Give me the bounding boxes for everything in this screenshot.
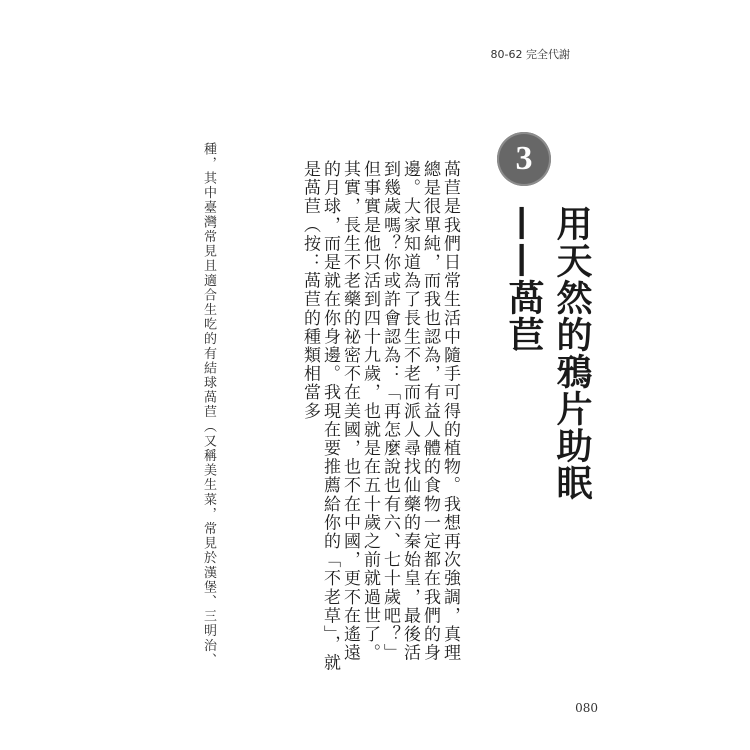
- body-text: [300, 160, 460, 680]
- chapter-title-main: 用天然的鴉片助眠: [551, 205, 593, 501]
- body-paragraph-1: 萵苣是我們日常生活中隨手可得的植物。我想再次強調，真理總是很單純，而我也認為，有益人體的食物一定都在我們的身邊。大家知道為了長生不老而派人尋找仙藥的秦始皇，最後活到幾歲嗎？你或許會認為：「再怎麼說也有六、七十歲吧？」但事實是他只活到四十九歲，也就是在五十歲之前就過世了。: [360, 160, 460, 663]
- chapter-title-subject: ——萵苣: [503, 205, 545, 353]
- footnote-text: 種，其中臺灣常見且適合生吃的有結球萵苣（又稱美生菜，常見於漢堡、三明治、: [201, 142, 216, 668]
- running-header: 80-62 完全代謝: [490, 48, 570, 61]
- body-paragraph-2: 其實，長生不老藥的祕密不在美國，也不在中國，更不在遙遠的月球，而是就在你身邊。我現在要推薦給你的「不老草」，就是萵苣（按：萵苣的種類相當多: [300, 160, 360, 673]
- chapter-number-badge: [497, 132, 551, 186]
- chapter-title: [500, 205, 596, 501]
- chapter-number: 3: [515, 140, 533, 177]
- page-number: 080: [575, 701, 598, 715]
